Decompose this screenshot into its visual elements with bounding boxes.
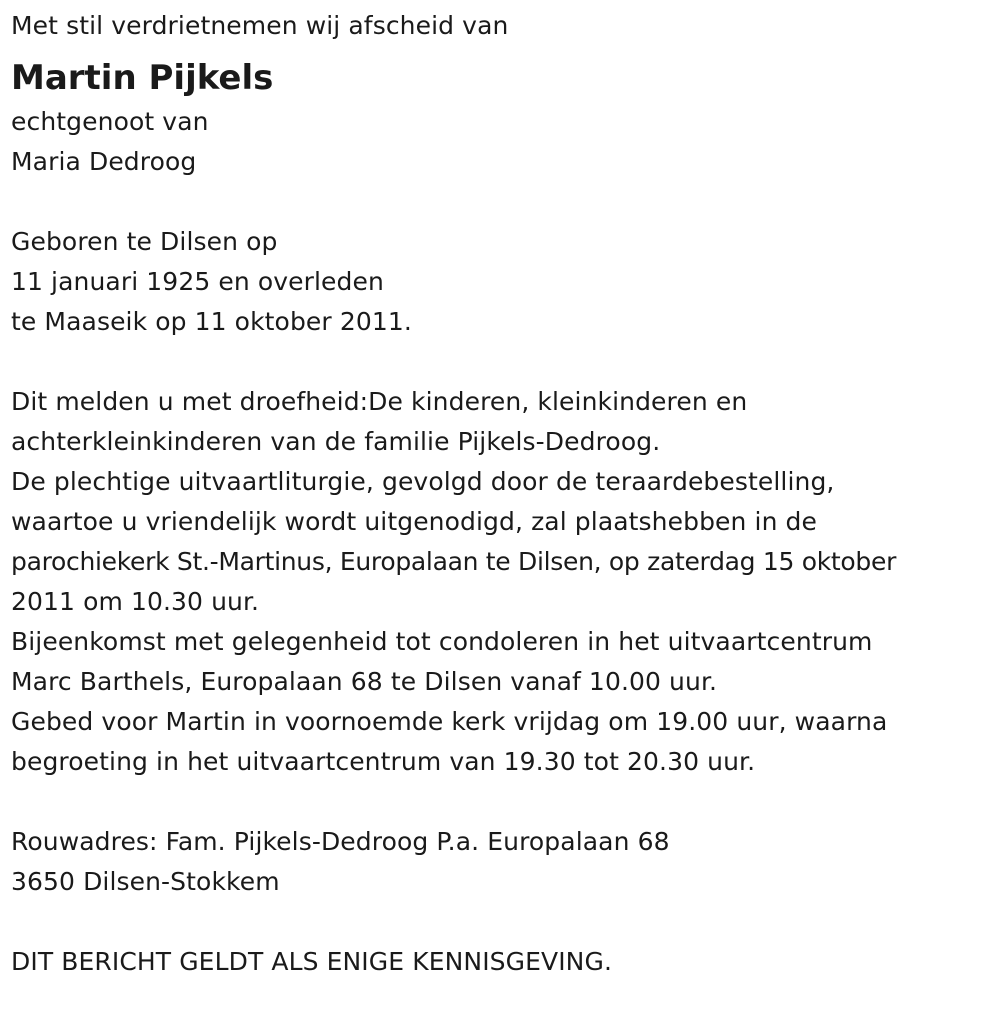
announcement-line: Dit melden u met droefheid:De kinderen, kleinkinderen en bbox=[11, 387, 748, 416]
announcement-line: waartoe u vriendelijk wordt uitgenodigd, zal plaatshebben in de bbox=[11, 507, 818, 536]
announcement-line: parochiekerk St.-Martinus, Europalaan te Dilsen, op zaterdag 15 oktober bbox=[11, 547, 897, 576]
spacer bbox=[11, 782, 996, 822]
postal-line: 3650 Dilsen-Stokkem bbox=[11, 867, 280, 896]
deceased-name: Martin Pijkels bbox=[11, 58, 274, 98]
spacer bbox=[11, 342, 996, 382]
obituary-notice bbox=[11, 6, 996, 982]
address-line: Rouwadres: Fam. Pijkels-Dedroog P.a. Europalaan 68 bbox=[11, 827, 670, 856]
spacer bbox=[11, 182, 996, 222]
announcement-line: Gebed voor Martin in voornoemde kerk vrijdag om 19.00 uur, waarna bbox=[11, 707, 888, 736]
spouse-name: Maria Dedroog bbox=[11, 147, 197, 176]
birth-line: Geboren te Dilsen op bbox=[11, 227, 278, 256]
announcement-line: De plechtige uitvaartliturgie, gevolgd door de teraardebestelling, bbox=[11, 467, 835, 496]
relation-text: echtgenoot van bbox=[11, 107, 209, 136]
announcement-line: Bijeenkomst met gelegenheid tot condoleren in het uitvaartcentrum bbox=[11, 627, 873, 656]
death-line: te Maaseik op 11 oktober 2011. bbox=[11, 307, 412, 336]
intro-text: Met stil verdrietnemen wij afscheid van bbox=[11, 11, 509, 40]
announcement-line: achterkleinkinderen van de familie Pijkels-Dedroog. bbox=[11, 427, 661, 456]
spacer bbox=[11, 902, 996, 942]
announcement-line: 2011 om 10.30 uur. bbox=[11, 587, 260, 616]
birth-date-line: 11 januari 1925 en overleden bbox=[11, 267, 384, 296]
closing-text: DIT BERICHT GELDT ALS ENIGE KENNISGEVING. bbox=[11, 947, 612, 976]
announcement-line: begroeting in het uitvaartcentrum van 19.30 tot 20.30 uur. bbox=[11, 747, 756, 776]
announcement-line: Marc Barthels, Europalaan 68 te Dilsen vanaf 10.00 uur. bbox=[11, 667, 718, 696]
announcement-block bbox=[11, 382, 996, 782]
